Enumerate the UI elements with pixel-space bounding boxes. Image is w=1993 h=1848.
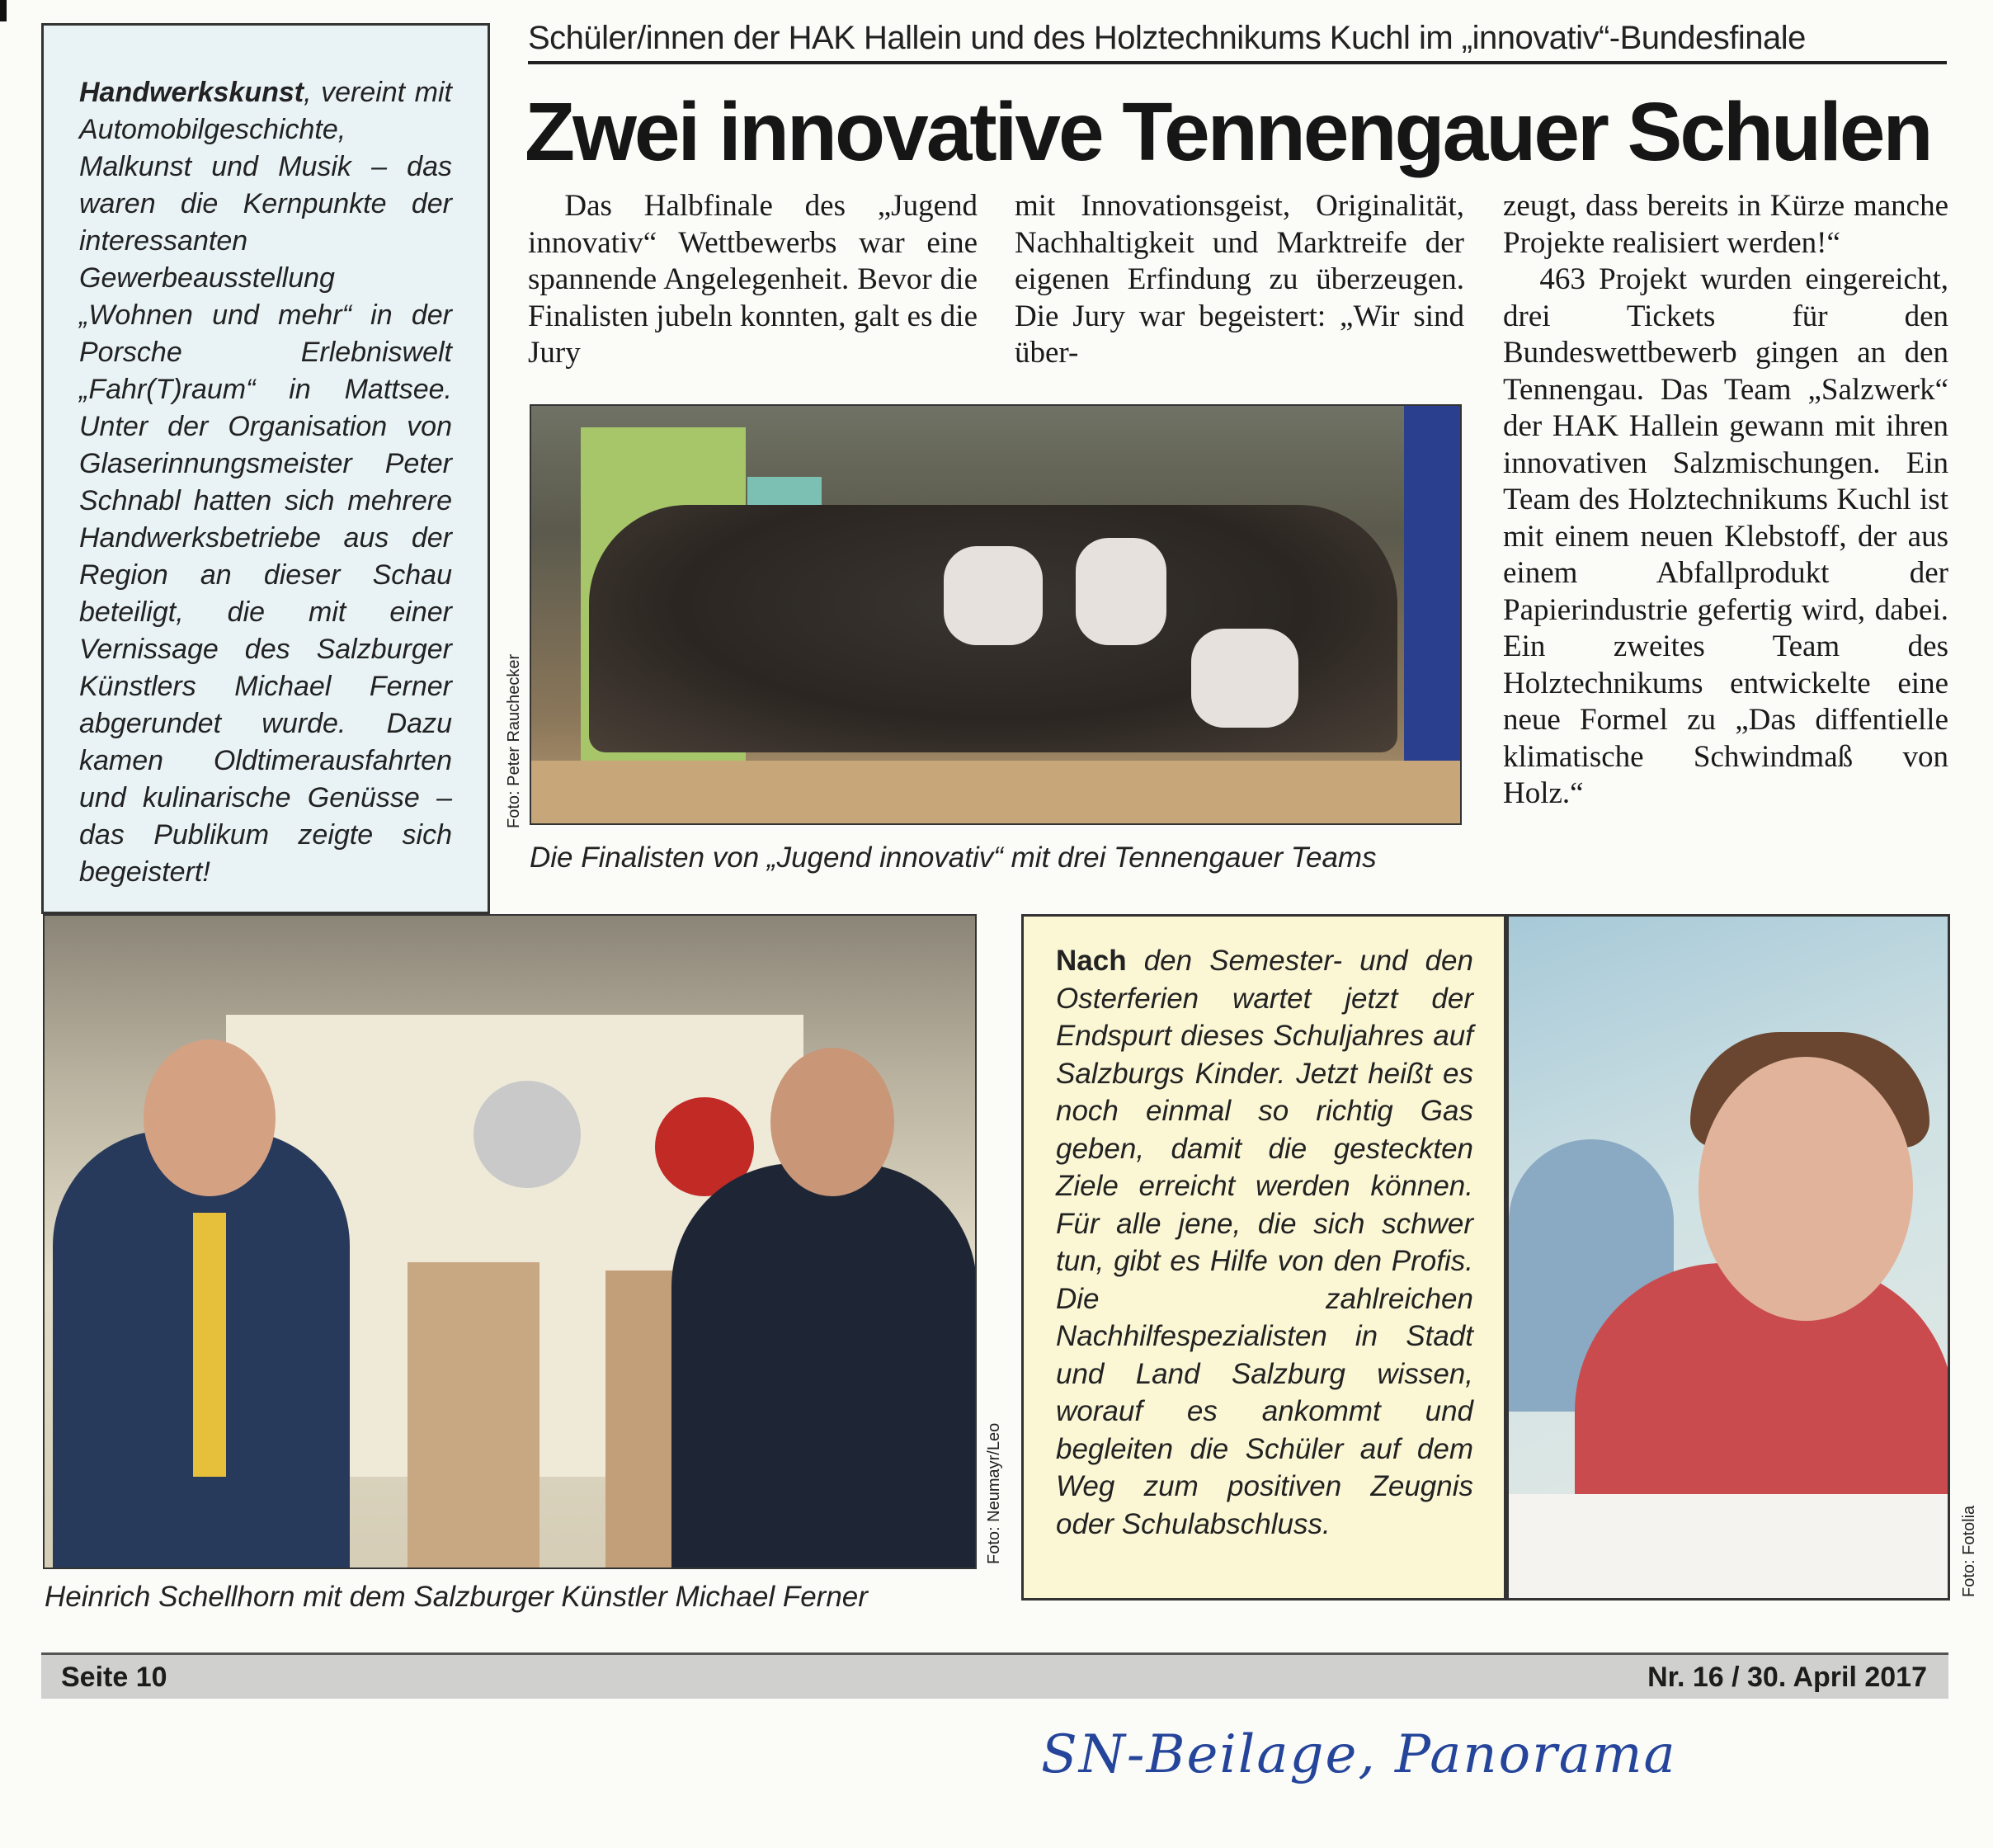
tutoring-info-body: den Semester- und den Osterferien wartet jetzt der Endspurt dieses Schuljahres auf Salzburgs Kinder. Jetzt heißt es noch einmal so richtig Gas geben, damit die gesteckten Ziele erreicht werden können. Für alle jene, die sich schwer tun, gibt es Hilfe von den Profis. Die zahlreichen Nachhilfespezialisten in Stadt und Land Salzburg wissen, worauf es ankommt und begleiten die Schüler auf dem Weg zum positiven Zeugnis oder Schulabschluss.	[1056, 945, 1473, 1540]
white-shirt	[1191, 629, 1298, 728]
finalists-photo	[530, 404, 1462, 825]
article-column-3-text-b: 463 Projekt wurden eingereicht, drei Tickets für den Bundeswettbewerb gingen an den Tennengau. Das Team „Salzwerk“ der HAK Hallein gewann mit ihren innovativen Salzmischungen. Ein Team des Holztechnikums Kuchl ist mit einem neuen Klebstoff, der aus einem Abfallprodukt der Papierindustrie gefertig wird, dabei. Ein zweites Team des Holztechnikums entwickelte eine neue Formel zu „Das diffentielle klimatische Schwindmaß von Holz.“	[1503, 262, 1948, 810]
tutoring-info-text	[1056, 942, 1473, 1543]
sidebar-article-lead: Handwerkskunst	[79, 77, 304, 108]
yellow-tie	[193, 1213, 226, 1477]
article-column-1-text: Das Halbfinale des „Jugend innovativ“ Wettbewerbs war eine spannende Angelegenheit. Bevor die Finalisten jubeln konnten, galt es die Jury	[528, 189, 978, 370]
article-headline: Zwei innovative Tennengauer Schulen	[525, 86, 1931, 178]
photo2-credit: Foto: Neumayr/Leo	[985, 1422, 1003, 1564]
sidebar-article-body: , vereint mit Automobilgeschichte, Malkunst und Musik – das waren die Kernpunkte der interessanten Gewerbeausstellung „Wohnen und mehr“ in der Porsche Erlebniswelt „Fahr(T)raum“ in Mattsee. Unter der Organisation von Glaserinnungsmeister Peter Schnabl hatten sich mehrere Handwerksbetriebe aus der Region an dieser Schau beteiligt, die mit einer Vernissage des Salzburger Künstlers Michael Ferner abgerundet wurde. Dazu kamen Oldtimerausfahrten und kulinarische Genüsse – das Publikum zeigte sich begeistert!	[79, 77, 452, 888]
white-shirt	[1076, 538, 1166, 645]
deer-sculpture	[474, 1081, 581, 1188]
article-column-3-text-a: zeugt, dass bereits in Kürze manche Projekte realisiert werden!“	[1503, 189, 1948, 260]
boy-head	[1699, 1057, 1913, 1321]
photo1-credit: Foto: Peter Rauchecker	[505, 653, 523, 828]
article-kicker: Schüler/innen der HAK Hallein und des Holztechnikums Kuchl im „innovativ“-Bundesfinale	[528, 15, 1947, 64]
edge-mark	[0, 0, 7, 21]
issue-date: Nr. 16 / 30. April 2017	[1647, 1662, 1927, 1693]
photo3-credit: Foto: Fotolia	[1960, 1505, 1978, 1597]
photo1-caption: Die Finalisten von „Jugend innovativ“ mit drei Tennengauer Teams	[530, 842, 1377, 874]
photo-floor	[531, 761, 1460, 823]
article-column-3	[1503, 188, 1948, 813]
pedestal	[408, 1262, 539, 1569]
sidebar-article-text	[79, 74, 452, 891]
man-in-patterned-shirt	[671, 1163, 977, 1569]
paper-sheet	[1509, 1494, 1950, 1600]
man-head	[770, 1048, 894, 1196]
tutoring-info-lead: Nach	[1056, 945, 1127, 977]
student-writing-photo	[1506, 914, 1950, 1600]
article-column-2	[1015, 188, 1464, 372]
white-shirt	[944, 546, 1043, 645]
photo2-caption: Heinrich Schellhorn mit dem Salzburger Künstler Michael Ferner	[45, 1581, 868, 1613]
article-column-1	[528, 188, 978, 372]
page-footer	[41, 1652, 1948, 1699]
schellhorn-ferner-photo	[43, 914, 977, 1569]
man-head	[144, 1040, 276, 1196]
handwritten-note: SN-Beilage, Panorama	[1041, 1724, 1677, 1785]
article-column-2-text: mit Innovationsgeist, Originalität, Nachhaltigkeit und Marktreife der eigenen Erfindung zu überzeugen. Die Jury war begeistert: „Wir sind über-	[1015, 189, 1464, 370]
page-number: Seite 10	[61, 1662, 167, 1693]
eu-flag	[1404, 406, 1462, 761]
